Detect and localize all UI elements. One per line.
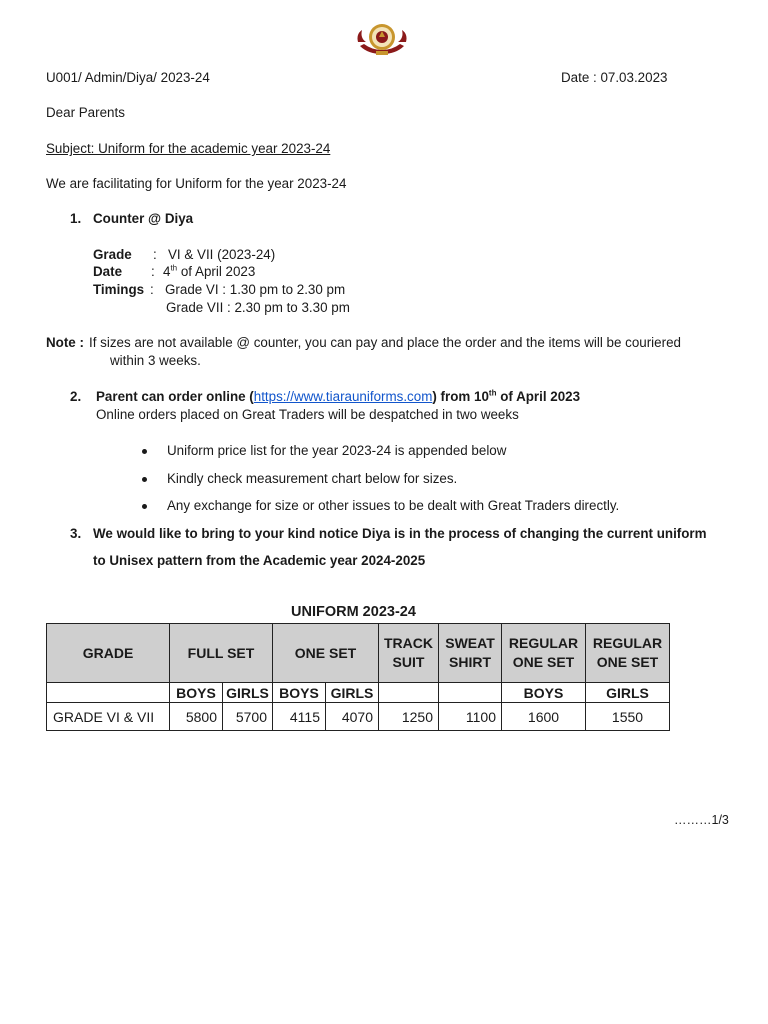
subheader-blank-sweat <box>439 683 502 703</box>
item2-title <box>96 389 580 404</box>
item2-end: of April 2023 <box>496 389 581 404</box>
subheader-full-boys: BOYS <box>170 683 223 703</box>
salutation: Dear Parents <box>46 105 125 120</box>
subheader-regular-boys: BOYS <box>502 683 586 703</box>
subheader-regular-girls: GIRLS <box>586 683 670 703</box>
item2-sup: th <box>488 388 497 398</box>
subject-line: Subject: Uniform for the academic year 2023-24 <box>46 141 331 156</box>
grade-separator: : <box>153 247 157 262</box>
price-one-girls: 4070 <box>326 703 379 731</box>
subheader-one-boys: BOYS <box>273 683 326 703</box>
price-sweat-shirt: 1100 <box>439 703 502 731</box>
price-full-girls: 5700 <box>223 703 273 731</box>
subheader-blank-grade <box>47 683 170 703</box>
bullet-item-1: Uniform price list for the year 2023-24 is appended below <box>167 443 507 458</box>
page-number: ………1/3 <box>674 813 729 827</box>
header-regular-boys <box>502 624 586 683</box>
header-regular-girls <box>586 624 670 683</box>
header-track-suit-1: TRACK <box>384 635 433 651</box>
grade-label: Grade <box>93 247 132 262</box>
subheader-full-girls: GIRLS <box>223 683 273 703</box>
header-regular-boys-2: ONE SET <box>512 654 575 670</box>
counter-date-rest: of April 2023 <box>180 264 256 279</box>
counter-date-day: 4 <box>163 264 171 279</box>
price-regular-girls: 1550 <box>586 703 670 731</box>
date-label: Date <box>93 264 123 279</box>
bullet-dot-2 <box>142 477 147 482</box>
tiara-uniforms-link[interactable]: https://www.tiarauniforms.com <box>253 389 433 404</box>
price-track-suit: 1250 <box>379 703 439 731</box>
row-grade: GRADE VI & VII <box>47 703 170 731</box>
note-label: Note : <box>46 335 84 350</box>
item2-line-2: Online orders placed on Great Traders will be despatched in two weeks <box>96 407 519 422</box>
subheader-one-girls: GIRLS <box>326 683 379 703</box>
note-line-1: If sizes are not available @ counter, you can pay and place the order and the items will be couriered <box>89 335 681 350</box>
header-regular-boys-1: REGULAR <box>508 635 579 651</box>
header-grade: GRADE <box>47 624 170 683</box>
price-regular-boys: 1600 <box>502 703 586 731</box>
reference-number: U001/ Admin/Diya/ 2023-24 <box>46 70 210 85</box>
header-regular-girls-2: ONE SET <box>596 654 659 670</box>
table-header-row <box>47 624 670 683</box>
uniform-price-table <box>46 623 670 731</box>
timing-grade-vi: Grade VI : 1.30 pm to 2.30 pm <box>165 282 346 297</box>
grade-value: VI & VII (2023-24) <box>168 247 276 262</box>
item2-pre: Parent can order online ( <box>96 389 254 404</box>
timings-separator: : <box>150 282 154 297</box>
item3-line-2: to Unisex pattern from the Academic year 2024-2025 <box>93 553 426 568</box>
item3-number: 3. <box>70 526 82 541</box>
header-regular-girls-1: REGULAR <box>592 635 663 651</box>
table-title: UNIFORM 2023-24 <box>291 604 416 620</box>
counter-date-sup: th <box>170 263 178 273</box>
header-one-set: ONE SET <box>273 624 379 683</box>
item3-line-1: We would like to bring to your kind notice Diya is in the process of changing the current uniform <box>93 526 707 541</box>
bullet-item-3: Any exchange for size or other issues to be dealt with Great Traders directly. <box>167 498 620 513</box>
bullet-dot-1 <box>142 449 147 454</box>
header-full-set: FULL SET <box>170 624 273 683</box>
table-row <box>47 703 670 731</box>
price-full-boys: 5800 <box>170 703 223 731</box>
counter-date <box>163 264 255 279</box>
header-sweat-shirt-1: SWEAT <box>445 635 495 651</box>
subheader-blank-track <box>379 683 439 703</box>
timings-label: Timings <box>93 282 145 297</box>
price-one-boys: 4115 <box>273 703 326 731</box>
school-logo <box>354 20 410 61</box>
note-line-2: within 3 weeks. <box>110 353 201 368</box>
bullet-item-2: Kindly check measurement chart below for sizes. <box>167 471 458 486</box>
bullet-dot-3 <box>142 504 147 509</box>
item1-title: Counter @ Diya <box>93 211 194 226</box>
header-sweat-shirt <box>439 624 502 683</box>
header-track-suit-2: SUIT <box>392 654 425 670</box>
item2-number: 2. <box>70 389 82 404</box>
item2-post: ) from 10 <box>432 389 489 404</box>
intro-text: We are facilitating for Uniform for the year 2023-24 <box>46 176 347 191</box>
item1-number: 1. <box>70 211 82 226</box>
date-separator: : <box>151 264 155 279</box>
letter-date: Date : 07.03.2023 <box>561 70 668 85</box>
table-subheader-row <box>47 683 670 703</box>
header-track-suit <box>379 624 439 683</box>
header-sweat-shirt-2: SHIRT <box>449 654 491 670</box>
timing-grade-vii: Grade VII : 2.30 pm to 3.30 pm <box>166 300 350 315</box>
